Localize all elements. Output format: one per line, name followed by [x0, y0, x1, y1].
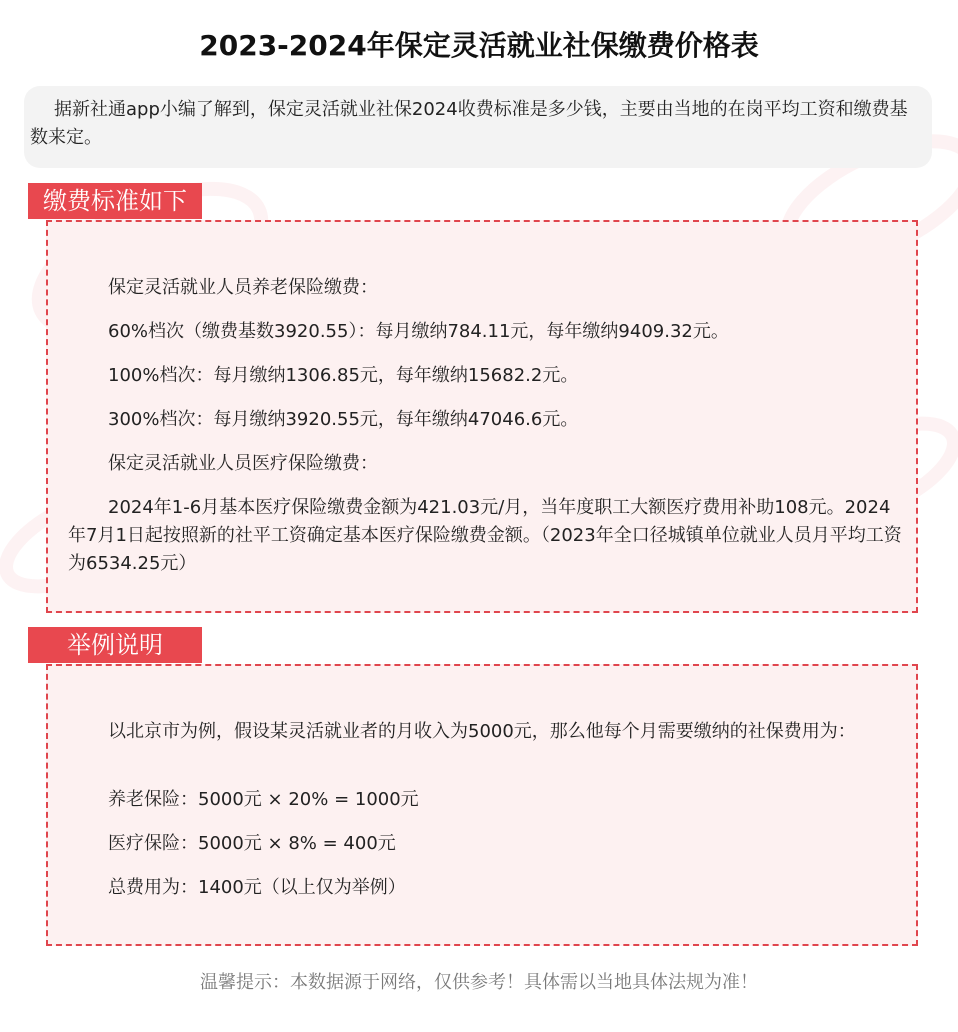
example-box: [46, 664, 918, 946]
tier-300: 300%档次：每月缴纳3920.55元，每年缴纳47046.6元。: [108, 409, 579, 430]
section-tag-standard: 缴费标准如下: [28, 183, 202, 219]
tier-60: 60%档次（缴费基数3920.55）：每月缴纳784.11元，每年缴纳9409.32元。: [108, 321, 729, 342]
example-total: 总费用为：1400元（以上仅为举例）: [108, 877, 406, 898]
page-title: 2023-2024年保定灵活就业社保缴费价格表: [199, 29, 759, 62]
intro-text: 据新社通app小编了解到，保定灵活就业社保2024收费标准是多少钱，主要由当地的在岗平均工资和缴费基数来定。: [24, 86, 932, 168]
medical-heading: 保定灵活就业人员医疗保险缴费：: [108, 453, 378, 474]
pension-heading: 保定灵活就业人员养老保险缴费：: [108, 277, 378, 298]
section-tag-example: 举例说明: [28, 627, 202, 663]
example-pension: 养老保险：5000元 × 20% = 1000元: [108, 789, 419, 810]
medical-paragraph: 2024年1-6月基本医疗保险缴费金额为421.03元/月，当年度职工大额医疗费用补助108元。2024年7月1日起按照新的社平工资确定基本医疗保险缴费金额。（2023年全口径城镇单位就业人员月平均工资为6534.25元）: [68, 497, 902, 574]
standard-box: [46, 220, 918, 613]
example-medical: 医疗保险：5000元 × 8% = 400元: [108, 833, 396, 854]
example-paragraph: 以北京市为例，假设某灵活就业者的月收入为5000元，那么他每个月需要缴纳的社保费用为：: [108, 721, 856, 742]
tier-100: 100%档次：每月缴纳1306.85元，每年缴纳15682.2元。: [108, 365, 579, 386]
footer-note: 温馨提示：本数据源于网络，仅供参考！具体需以当地具体法规为准！: [200, 972, 758, 993]
